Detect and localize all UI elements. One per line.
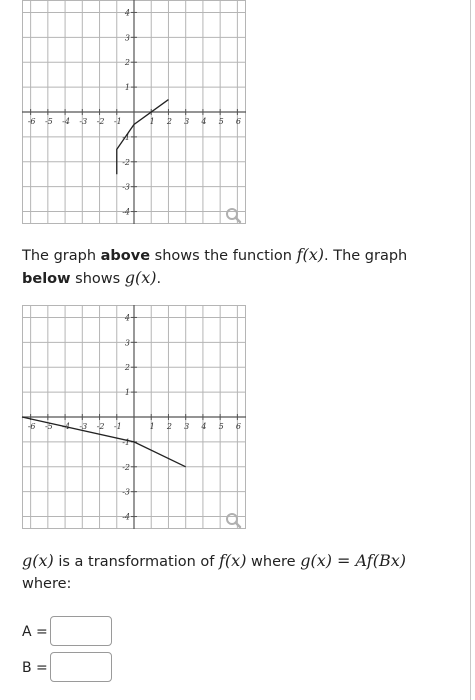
math-f-of-x: f(x)	[219, 551, 247, 570]
x-tick-label: 5	[218, 117, 224, 126]
input-b[interactable]	[50, 652, 112, 682]
x-tick-label: -3	[79, 117, 88, 126]
y-tick-label: 1	[124, 388, 130, 398]
prompt-bold-above: above	[100, 248, 151, 264]
input-a[interactable]	[50, 616, 112, 646]
x-tick-label: -3	[79, 422, 88, 431]
x-tick-label: 1	[149, 117, 155, 126]
prompt-text: where:	[22, 576, 72, 592]
x-tick-label: -2	[96, 117, 105, 126]
x-tick-label: 6	[235, 117, 241, 126]
x-tick-label: -4	[62, 422, 70, 431]
x-tick-label: -6	[27, 117, 36, 126]
x-tick-label: 3	[184, 117, 190, 126]
math-equation: g(x) = Af(Bx)	[300, 551, 406, 570]
y-tick-label: -2	[122, 462, 130, 472]
x-tick-label: -1	[113, 117, 122, 126]
x-tick-label: 5	[218, 422, 224, 431]
prompt-text: .	[156, 271, 162, 287]
math-f-of-x: f(x)	[296, 245, 324, 264]
x-tick-label: 1	[149, 422, 155, 431]
y-tick-label: 3	[124, 33, 130, 43]
x-tick-label: 2	[166, 117, 173, 126]
y-tick-label: 4	[124, 8, 130, 18]
graph-f	[22, 0, 246, 224]
y-tick-label: 3	[124, 338, 130, 348]
x-tick-label: 4	[201, 422, 207, 431]
x-tick-label: 4	[201, 117, 207, 126]
x-tick-label: 3	[184, 422, 190, 431]
x-tick-label: -4	[62, 117, 70, 126]
graph-g	[22, 305, 246, 529]
y-tick-label: -4	[122, 207, 130, 217]
y-tick-label: -1	[122, 437, 130, 447]
label-b: B =	[22, 660, 48, 676]
prompt-text: The graph	[22, 248, 101, 264]
math-g-of-x: g(x)	[124, 268, 157, 287]
prompt-transformation	[22, 550, 452, 595]
x-tick-label: -5	[44, 422, 53, 431]
x-tick-label: -2	[96, 422, 105, 431]
prompt-text: shows the function	[150, 248, 297, 264]
x-tick-label: -6	[27, 422, 36, 431]
y-tick-label: 4	[124, 313, 130, 323]
prompt-text: . The graph	[324, 248, 408, 264]
y-tick-label: 2	[124, 363, 130, 373]
graph-f-plot	[22, 0, 246, 224]
x-tick-label: -1	[113, 422, 122, 431]
prompt-text: where	[246, 554, 301, 570]
y-tick-label: 2	[124, 58, 130, 68]
prompt-bold-below: below	[22, 271, 71, 287]
label-a: A =	[22, 624, 48, 640]
y-tick-label: -3	[122, 182, 130, 192]
y-tick-label: -1	[122, 132, 130, 142]
page-right-border	[470, 0, 471, 700]
y-tick-label: -4	[122, 512, 130, 522]
x-tick-label: 6	[235, 422, 241, 431]
y-tick-label: -3	[122, 487, 130, 497]
x-tick-label: -5	[44, 117, 53, 126]
math-g-of-x: g(x)	[22, 551, 54, 570]
graph-g-plot	[22, 305, 246, 529]
y-tick-label: 1	[124, 83, 130, 93]
prompt-text: is a transformation of	[53, 554, 219, 570]
prompt-graph-description	[22, 244, 452, 290]
y-tick-label: -2	[122, 157, 130, 167]
x-tick-label: 2	[166, 422, 173, 431]
prompt-text: shows	[70, 271, 125, 287]
